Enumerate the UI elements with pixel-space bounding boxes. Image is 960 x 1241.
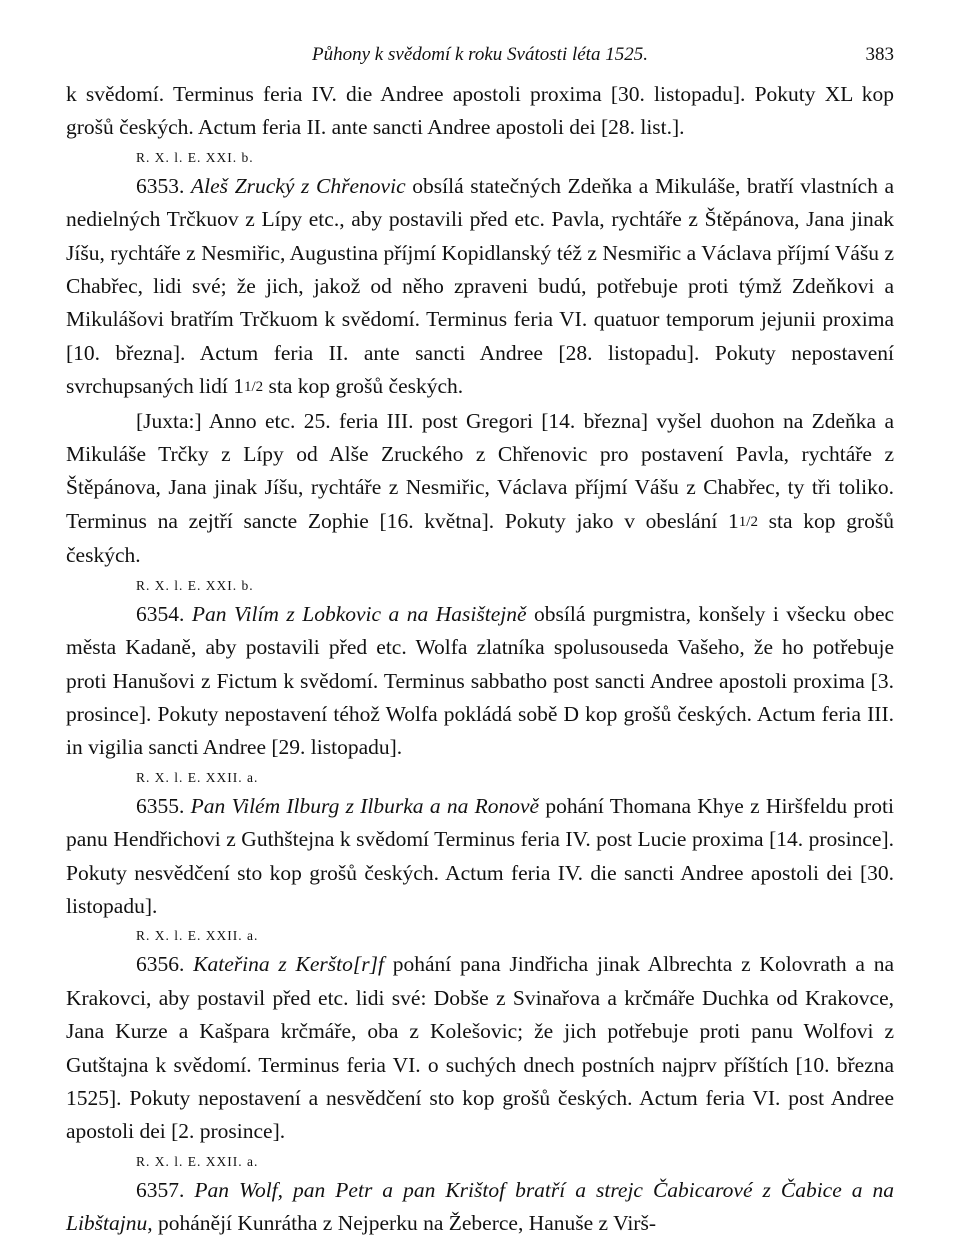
- entry-text: pohání pana Jindřicha jinak Albrechta z Kolovrath a na Krakovci, aby postavil před etc. lidi své: Dobše z Svinařova a krčmáře Duchka od Krakovce, Jana Kurze a Kašpara krčmáře, oba z Kolešovic; že jich potřebuje proti panu Wolfovi z Gutštajna k svědomí. Terminus feria VI. o suchých dnech postních najprv příštích [10. března 1525]. Pokuty nepostavení a nesvědčení sto kop grošů českých. Actum feria VI. post Andree apostoli dei [2. prosince].: [66, 952, 895, 1144]
- archive-signature: R. X. l. E. XXII. a.: [136, 1153, 259, 1169]
- fraction: 1/2: [243, 379, 264, 396]
- entry-text: pohání Thomana Khye z Hiršfeldu proti panu Hendřichovi z Guthštejna k svědomí Terminus feria IV. post Lucie proxima [14. prosince]. Pokuty nesvědčení sto kop grošů českých. Actum feria IV. die sancti Andree apostoli dei [30. listopadu].: [66, 793, 895, 918]
- entry-text: obsílá statečných Zdeňka a Mikuláše, bratří vlastních a nedielných Trčkuov z Lípy etc., aby postavili před etc. Pavla, rychtáře z Štěpánova, Jana jinak Jíšu, rychtáře z Nesmiřic, Augustina příjmí Kopidlanský též z Nesmiřic a Václava příjmí Vášu z Chabřec, lidi své; že jich, jakož od něho zpraveni budú, potřebuje proti týmž Zdeňkovi a Mikulášovi bratřím Trčkuom k svědomí. Terminus feria VI. quatuor temporum jejunii proxima [10. března]. Actum feria II. ante sancti Andree [28. listopadu]. Pokuty nepostavení svrchupsaných lidí 1: [66, 173, 895, 399]
- entry-number: 6353.: [136, 173, 185, 198]
- archive-signature: R. X. l. E. XXI. b.: [136, 577, 254, 593]
- entry-party: Pan Vilém Ilburg z Ilburka a na Ronově: [190, 793, 540, 818]
- continued-paragraph: [66, 78, 894, 145]
- entry-6353: [66, 170, 894, 405]
- page-number: 383: [865, 44, 894, 65]
- juxta-text-tail: sta kop grošů českých.: [66, 508, 895, 568]
- entry-number: 6357.: [136, 1177, 185, 1202]
- paragraph-text: k svědomí. Terminus feria IV. die Andree apostoli proxima [30. listopadu]. Pokuty XL kop grošů českých. Actum feria II. ante sancti Andree apostoli dei [28. list.].: [66, 82, 894, 140]
- entry-party: Kateřina z Keršto[r]f: [193, 952, 384, 977]
- running-title: Půhony k svědomí k roku Svátosti léta 1525.: [312, 44, 648, 65]
- entry-number: 6354.: [136, 601, 185, 626]
- entry-party: Aleš Zrucký z Chřenovic: [191, 173, 406, 198]
- entry-6357: [66, 1174, 894, 1241]
- page-header: [66, 44, 894, 78]
- entry-number: 6356.: [136, 952, 185, 977]
- entry-6355: [66, 790, 894, 924]
- entry-number: 6355.: [136, 793, 185, 818]
- entry-6354: [66, 598, 894, 765]
- entry-text: obsílá purgmistra, konšely i všecku obec města Kadaně, aby postavili před etc. Wolfa zlatníka spolusouseda Vašeho, že ho potřebuje proti Hanušovi z Fictum k svědomí. Terminus sabbatho post sancti Andree apostoli proxima [3. prosince]. Pokuty nepostavení téhož Wolfa pokládá sobě D kop grošů českých. Actum feria III. in vigilia sancti Andree [29. listopadu].: [66, 601, 895, 760]
- archive-signature: R. X. l. E. XXII. a.: [136, 928, 259, 944]
- entry-text: pohánějí Kunrátha z Nejperku na Žeberce, Hanuše z Virš-: [158, 1211, 656, 1236]
- entry-party: Pan Vilím z Lobkovic a na Hasištejně: [191, 601, 527, 626]
- juxta-text: [Juxta:] Anno etc. 25. feria III. post Gregori [14. března] vyšel duohon na Zdeňka a Mikuláše Trčky z Lípy od Alše Zruckého z Chřenovic pro postavení Pavla, rychtáře z Štěpánova, Jana jinak Jíšu, rychtáře z Nesmiřic, Václava příjmí Vášu z Chabřec, ty tři toliko. Terminus na zejtří sancte Zophie [16. května]. Pokuty jako v obeslání 1: [66, 408, 894, 533]
- entry-text-tail: sta kop grošů českých.: [268, 374, 464, 399]
- page-body: [66, 78, 894, 1241]
- entry-party: Pan Wolf, pan Petr a pan Krištof bratří a strejc Čabicarové z Čabice a na Libštajnu,: [66, 1177, 895, 1236]
- entry-6356: [66, 948, 894, 1148]
- juxta-note: [66, 405, 894, 573]
- fraction: 1/2: [738, 513, 758, 530]
- archive-signature: R. X. l. E. XXI. b.: [136, 149, 254, 165]
- archive-signature: R. X. l. E. XXII. a.: [136, 769, 259, 785]
